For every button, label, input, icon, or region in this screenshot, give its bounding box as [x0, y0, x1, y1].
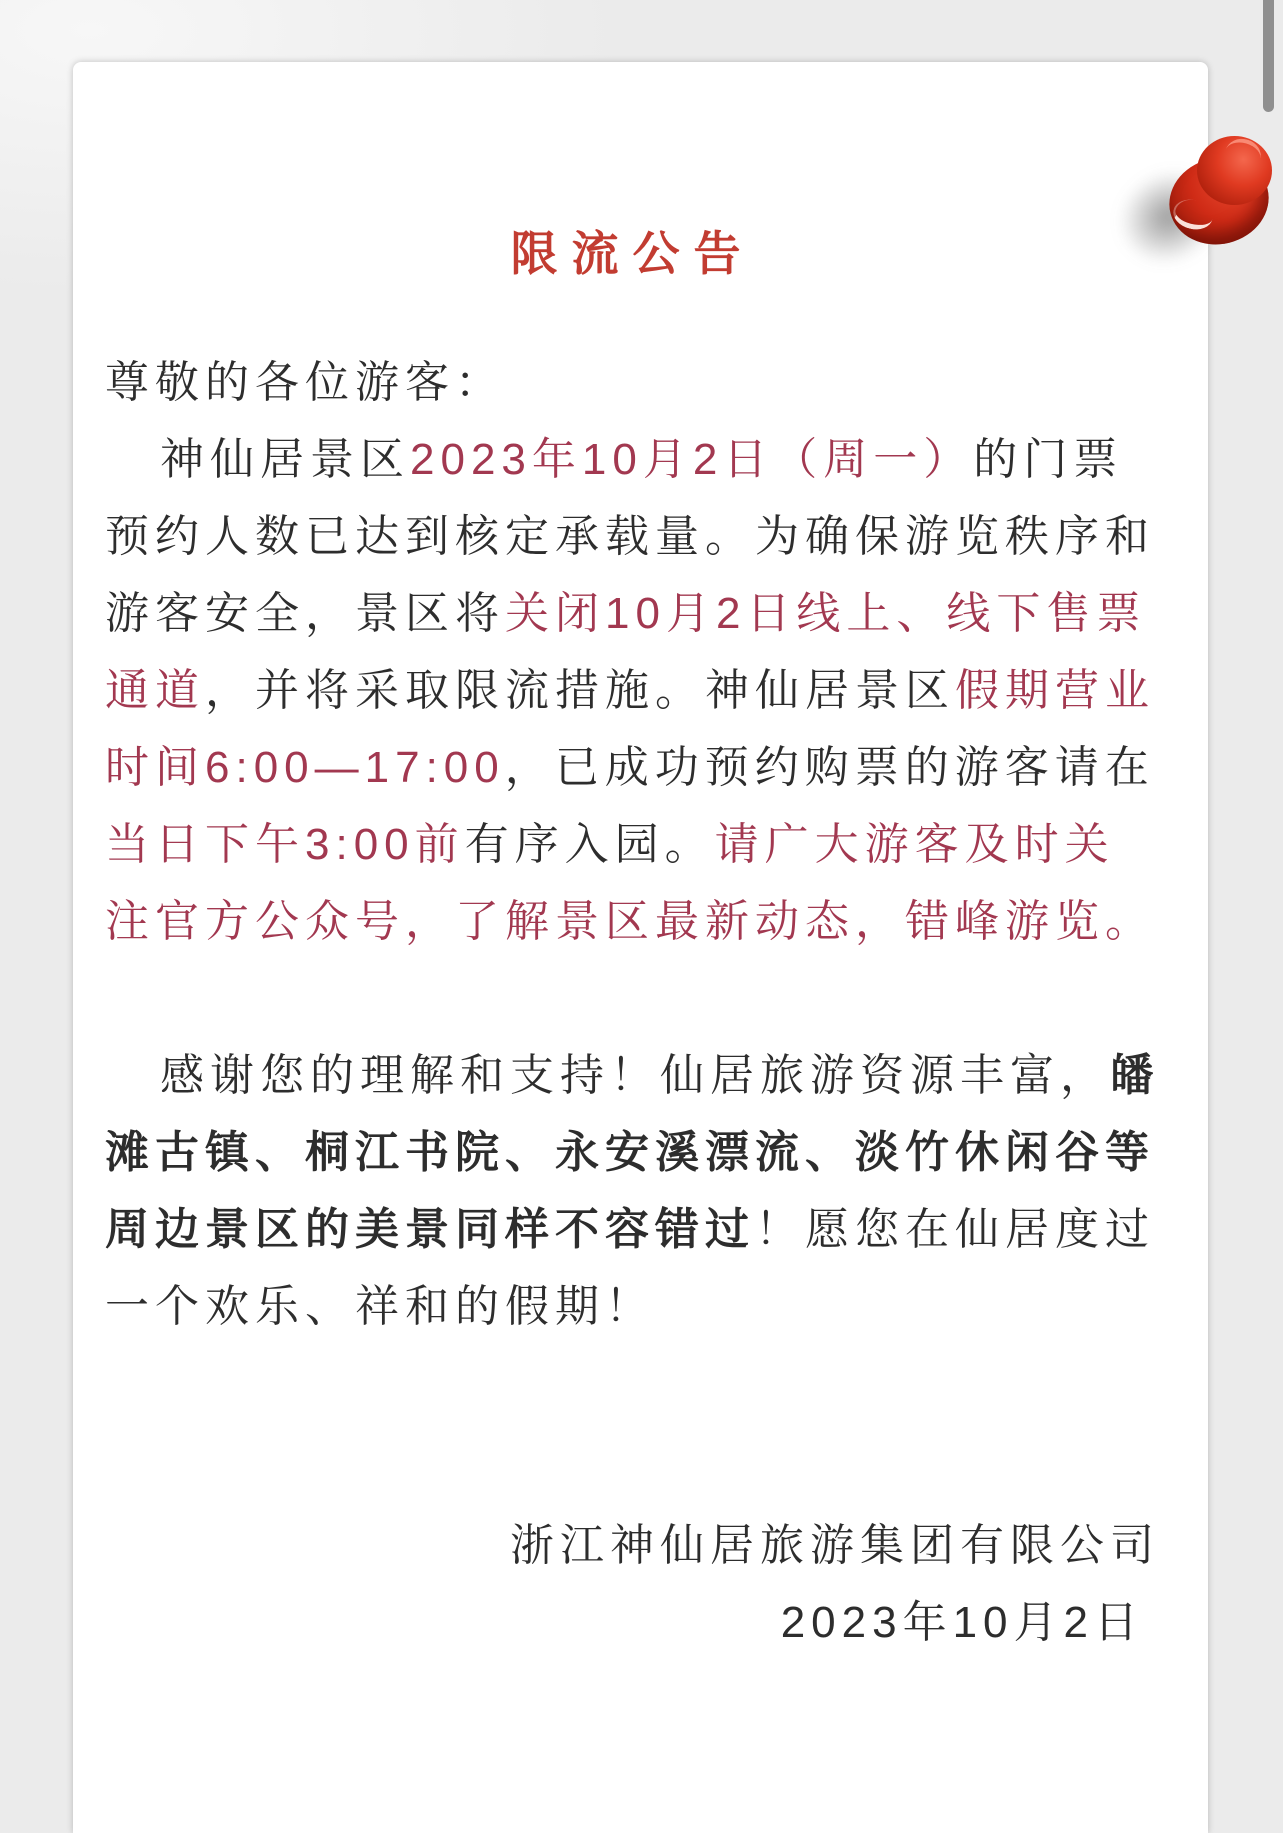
text-run-accent: 请广大游客及时关注官方公众号，了解景区最新动态，错峰游览。	[105, 820, 1155, 946]
text-run-normal: ，并将采取限流措施。神仙居景区	[205, 666, 955, 715]
signature-date: 2023年10月2日	[780, 1598, 1144, 1647]
signature-block	[105, 1507, 1160, 1661]
text-run-accent: 当日下午3:00前	[105, 820, 465, 869]
scrollbar-thumb[interactable]	[1263, 0, 1274, 112]
paragraph-1	[105, 421, 1160, 960]
signature-company: 浙江神仙居旅游集团有限公司	[510, 1521, 1160, 1570]
text-run-accent: 2023年10月2日（周一）	[410, 435, 974, 484]
paragraph-2	[105, 1037, 1160, 1345]
text-run-normal: 感谢您的理解和支持！仙居旅游资源丰富，	[160, 1051, 1110, 1100]
notice-title: 限流公告	[510, 227, 755, 280]
text-run-normal: 的门票预约人数已达到核定承载量。为确保游览秩序和游客安全，景区将	[105, 435, 1155, 638]
text-run-accent: 假期营业时间6:00—17:00	[105, 666, 1155, 792]
text-run-normal: 有序入园。	[464, 820, 715, 869]
text-run-normal: ！愿您在仙居度过一个欢乐、祥和的假期！	[105, 1205, 1155, 1331]
text-run-bold: 皤滩古镇、桐江书院、永安溪漂流、淡竹休闲谷等周边景区的美景同样不容错过	[105, 1051, 1160, 1254]
text-run-accent: 关闭10月2日线上、线下售票通道	[105, 589, 1147, 715]
notice-card	[73, 62, 1208, 1833]
text-run-normal: ，已成功预约购票的游客请在	[504, 743, 1155, 792]
salutation: 尊敬的各位游客：	[105, 358, 505, 407]
notice-body	[105, 344, 1160, 1661]
pushpin-icon	[1113, 134, 1281, 272]
text-run-normal: 神仙居景区	[160, 435, 410, 484]
